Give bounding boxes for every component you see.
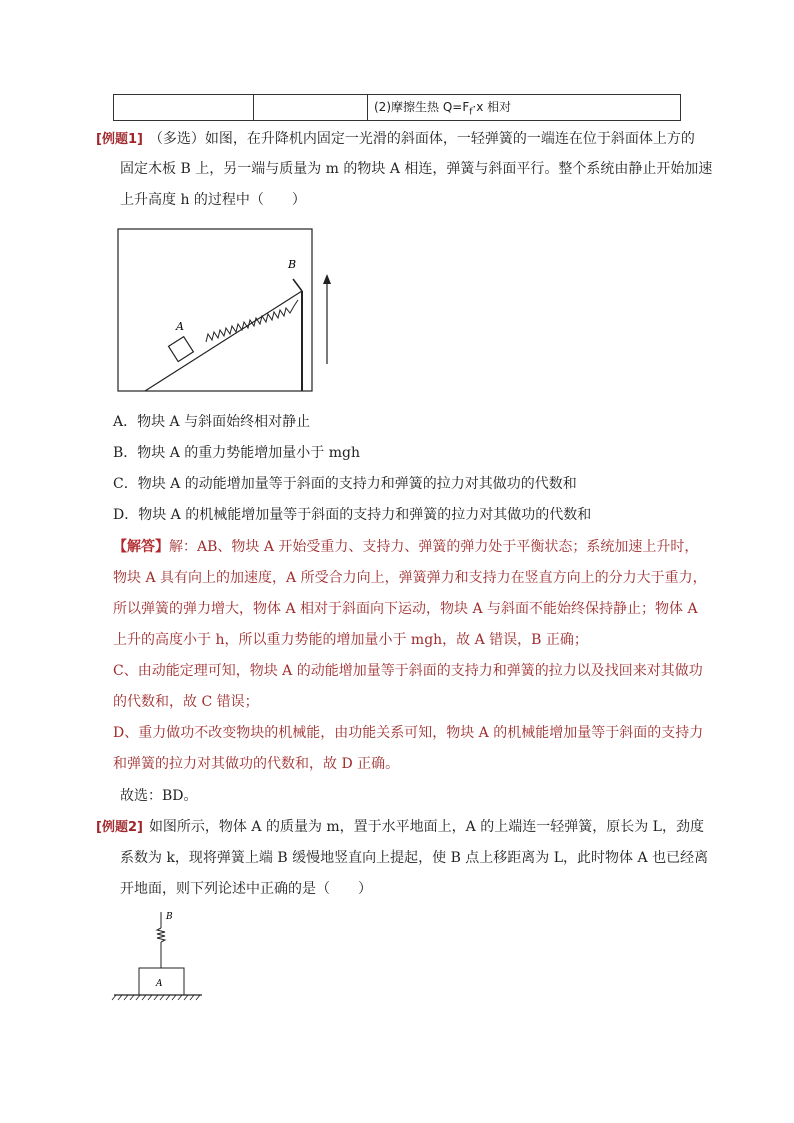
board-b — [293, 279, 302, 291]
elevator-frame — [118, 229, 312, 391]
example1-text-line1: （多选）如图，在升降机内固定一光滑的斜面体，一轻弹簧的一端连在位于斜面体上方的 — [148, 131, 695, 147]
example2-question-line2: 系数为 k，现将弹簧上端 B 缓慢地竖直向上提起，使 B 点上移距离为 L，此时物体 A 也已经离 — [120, 850, 709, 866]
table-cell-3 — [368, 95, 680, 120]
table-cell-2 — [254, 95, 368, 120]
example2-text-line1: 如图所示，物体 A 的质量为 m，置于水平地面上，A 的上端连一轻弹簧，原长为 L，劲度 — [148, 819, 704, 835]
formula-table-row — [113, 94, 681, 121]
answer-line-3: 所以弹簧的弹力增大，物体 A 相对于斜面向下运动，物块 A 与斜面不能始终保持静止；物体 A — [113, 601, 698, 617]
label-a2: A — [156, 979, 163, 989]
answer-line-1 — [113, 537, 698, 557]
option-d: D．物块 A 的机械能增加量等于斜面的支持力和弹簧的拉力对其做功的代数和 — [113, 507, 592, 523]
friction-heat-formula: (2)摩擦生热 Q=F — [374, 100, 470, 114]
answer-line-2: 物块 A 具有向上的加速度，A 所受合力向上，弹簧弹力和支持力在竖直方向上的分力大于重力， — [113, 570, 707, 586]
spring — [206, 300, 298, 342]
table-cell-1 — [114, 95, 254, 120]
friction-subscript: f — [469, 107, 473, 118]
friction-heat-formula-tail: ·x 相对 — [472, 100, 512, 114]
example2-question-line1 — [96, 817, 704, 838]
answer-line-6: 的代数和，故 C 错误； — [113, 694, 259, 710]
answer-text-1: 解：AB、物块 A 开始受重力、支持力、弹簧的弹力处于平衡状态；系统加速上升时， — [169, 539, 699, 555]
label-a: A — [176, 320, 184, 333]
answer-line-5: C、由动能定理可知，物块 A 的动能增加量等于斜面的支持力和弹簧的拉力以及找回来对其做功 — [113, 663, 703, 679]
option-b: B．物块 A 的重力势能增加量小于 mgh — [113, 445, 361, 461]
vertical-spring — [157, 928, 165, 942]
example1-question-line3: 上升高度 h 的过程中（ ） — [120, 192, 306, 208]
answer-line-7: D、重力做功不改变物块的机械能，由功能关系可知，物块 A 的机械能增加量等于斜面的支持力 — [113, 725, 704, 741]
option-c: C．物块 A 的动能增加量等于斜面的支持力和弹簧的拉力对其做功的代数和 — [113, 476, 577, 492]
answer-choice: 故选：BD。 — [120, 788, 198, 804]
answer-line-8: 和弹簧的拉力对其做功的代数和，故 D 正确。 — [113, 756, 400, 772]
answer-line-4: 上升的高度小于 h，所以重力势能的增加量小于 mgh，故 A 错误，B 正确； — [113, 632, 588, 648]
incline-surface — [145, 291, 302, 391]
label-b: B — [288, 258, 297, 271]
incline-spring-figure — [110, 224, 350, 398]
option-a: A．物块 A 与斜面始终相对静止 — [113, 414, 311, 430]
example1-question-line2: 固定木板 B 上，另一端与质量为 m 的物块 A 相连，弹簧与斜面平行。整个系统由静止开始加速 — [120, 161, 713, 177]
ground-hatching — [112, 995, 200, 1000]
example1-tag: [例题1] — [96, 132, 143, 147]
example2-tag: [例题2] — [96, 820, 143, 835]
example1-question-line1 — [96, 129, 695, 150]
block-spring-figure — [108, 906, 208, 1006]
label-b2: B — [166, 912, 173, 922]
example2-question-line3: 开地面，则下列论述中正确的是（ ） — [120, 881, 372, 897]
answer-tag: 【解答】 — [113, 539, 169, 555]
arrow-head — [323, 274, 331, 284]
block-a — [169, 337, 194, 362]
